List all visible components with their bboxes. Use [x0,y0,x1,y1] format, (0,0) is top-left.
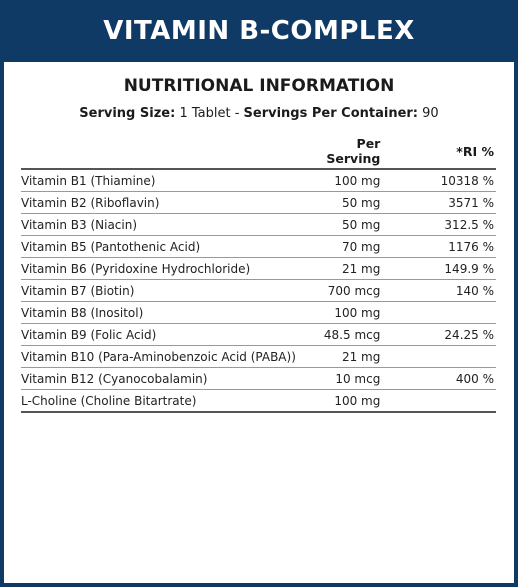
table-row [21,236,496,258]
per-serving-value: 100 mg [311,302,381,324]
nutrient-name: Vitamin B9 (Folic Acid) [21,324,311,346]
ri-value: 400 % [380,368,496,390]
ri-value: 140 % [380,280,496,302]
per-serving-value: 48.5 mcg [311,324,381,346]
ri-value [380,302,496,324]
serving-size-label: Serving Size: [79,106,176,121]
ri-value [380,346,496,368]
table-row [21,368,496,390]
header-name [21,134,311,169]
ri-value: 10318 % [380,169,496,192]
nutrient-name: Vitamin B1 (Thiamine) [21,169,311,192]
table-row [21,192,496,214]
header-ri: *RI % [380,134,496,169]
servings-per-container-value: 90 [422,106,439,121]
table-row [21,280,496,302]
per-serving-value: 70 mg [311,236,381,258]
product-title: VITAMIN B-COMPLEX [103,16,415,46]
per-serving-value: 10 mcg [311,368,381,390]
ri-value: 312.5 % [380,214,496,236]
nutrient-name: Vitamin B5 (Pantothenic Acid) [21,236,311,258]
ri-value: 24.25 % [380,324,496,346]
table-row [21,258,496,280]
serving-info [4,106,514,121]
serving-size-value: 1 Tablet - [179,106,240,121]
nutrient-name: Vitamin B3 (Niacin) [21,214,311,236]
nutrition-table [21,134,496,413]
table-row [21,169,496,192]
nutrition-panel [4,62,514,583]
nutrition-heading: NUTRITIONAL INFORMATION [123,76,395,96]
table-row [21,390,496,413]
ri-value [380,390,496,413]
nutrient-name: Vitamin B10 (Para-Aminobenzoic Acid (PABA)) [21,346,311,368]
title-banner [0,0,518,62]
header-per-serving: Per Serving [311,134,381,169]
per-serving-value: 100 mg [311,169,381,192]
nutrient-name: Vitamin B6 (Pyridoxine Hydrochloride) [21,258,311,280]
nutrient-name: Vitamin B12 (Cyanocobalamin) [21,368,311,390]
nutrient-name: Vitamin B2 (Riboflavin) [21,192,311,214]
ri-value: 1176 % [380,236,496,258]
table-row [21,324,496,346]
table-row [21,214,496,236]
ri-value: 3571 % [380,192,496,214]
table-row [21,302,496,324]
table-header-row [21,134,496,169]
per-serving-value: 50 mg [311,214,381,236]
per-serving-value: 700 mcg [311,280,381,302]
per-serving-value: 100 mg [311,390,381,413]
table-row [21,346,496,368]
per-serving-value: 50 mg [311,192,381,214]
nutrient-name: L-Choline (Choline Bitartrate) [21,390,311,413]
per-serving-value: 21 mg [311,346,381,368]
per-serving-value: 21 mg [311,258,381,280]
nutrient-name: Vitamin B8 (Inositol) [21,302,311,324]
nutrient-name: Vitamin B7 (Biotin) [21,280,311,302]
servings-per-container-label: Servings Per Container: [243,106,419,121]
ri-value: 149.9 % [380,258,496,280]
